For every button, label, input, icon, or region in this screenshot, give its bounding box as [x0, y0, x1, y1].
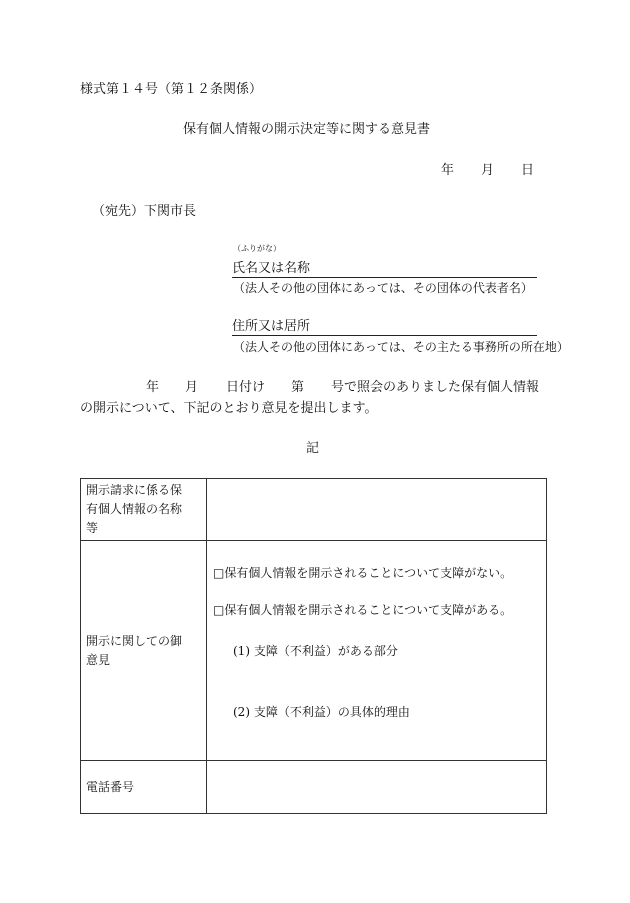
document-title: 保有個人情報の開示決定等に関する意見書 — [183, 122, 431, 137]
address-label: 住所又は居所 — [232, 319, 311, 334]
body-line1-rest: 号で照会のありました保有個人情報 — [331, 380, 540, 395]
name-label: 氏名又は名称 — [232, 261, 311, 276]
furigana-label: （ふりがな） — [233, 244, 281, 253]
row-phone — [81, 761, 547, 814]
input-information-name[interactable] — [207, 479, 547, 541]
label-opinion — [81, 541, 207, 761]
opinion-cell — [207, 541, 547, 761]
sub-item-reason: (2) 支障（不利益）の具体的理由 — [233, 705, 410, 719]
label-line: 等 — [86, 521, 99, 535]
label-line: 開示請求に係る保 — [86, 483, 183, 497]
addressee: （宛先）下関市長 — [92, 204, 197, 219]
label-information-name — [81, 479, 207, 541]
ki-heading: 記 — [306, 441, 320, 456]
body-month: 月 — [185, 380, 199, 395]
date-line — [0, 163, 630, 179]
row-information-name — [81, 479, 547, 541]
input-phone[interactable] — [207, 761, 547, 814]
form-number: 様式第１４号（第１２条関係） — [80, 82, 263, 97]
name-underline — [232, 277, 537, 278]
option-issue-checkbox[interactable]: □保有個人情報を開示されることについて支障がある。 — [213, 603, 513, 617]
label-line: 有個人情報の名称 — [86, 502, 183, 516]
body-dai: 第 — [291, 380, 305, 395]
option-no-issue-checkbox[interactable]: □保有個人情報を開示されることについて支障がない。 — [213, 566, 513, 580]
date-month: 月 — [481, 163, 495, 178]
label-line: 開示に関しての御 — [86, 633, 183, 648]
address-note: （法人その他の団体にあっては、その主たる事務所の所在地） — [233, 340, 569, 354]
name-note: （法人その他の団体にあっては、その団体の代表者名） — [233, 281, 533, 295]
date-year: 年 — [441, 163, 455, 178]
body-line2: の開示について、下記のとおり意見を提出します。 — [80, 401, 378, 416]
row-opinion — [81, 541, 547, 761]
body-paragraph — [0, 380, 630, 420]
sub-item-affected-part: (1) 支障（不利益）がある部分 — [233, 644, 398, 658]
address-underline — [232, 335, 537, 336]
opinion-table — [80, 478, 547, 814]
label-line: 意見 — [86, 652, 111, 667]
body-dated: 日付け — [226, 380, 266, 395]
date-day: 日 — [521, 163, 535, 178]
label-line: 電話番号 — [86, 779, 135, 794]
body-year: 年 — [146, 380, 160, 395]
label-phone — [81, 761, 207, 814]
